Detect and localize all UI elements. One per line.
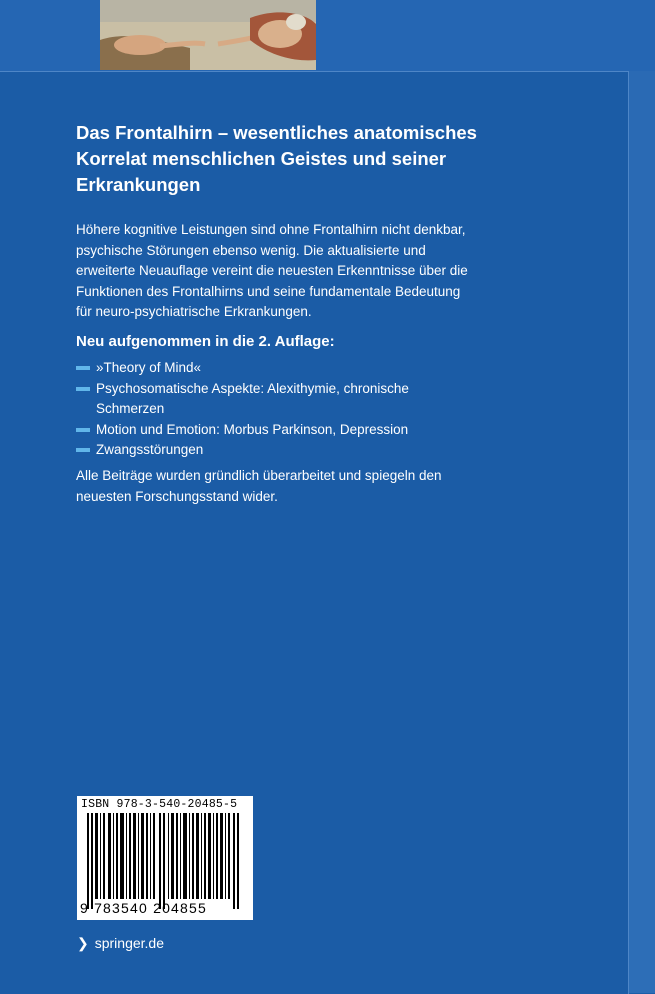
list-item-text: Psychosomatische Aspekte: Alexithymie, chronische Schmerzen (96, 380, 409, 416)
isbn-number: ISBN 978-3-540-20485-5 (81, 798, 238, 811)
new-edition-heading: Neu aufgenommen in die 2. Auflage: (76, 333, 335, 350)
isbn-barcode (77, 796, 253, 920)
list-item (76, 379, 476, 420)
top-band (0, 0, 655, 72)
publisher-link[interactable] (77, 934, 164, 952)
closing-paragraph: Alle Beiträge wurden gründlich überarbeitet und spiegeln den neuesten Forschungsstand wider. (76, 468, 442, 504)
list-item-text: Zwangsstörungen (96, 442, 204, 457)
dash-icon (76, 428, 90, 432)
spine-edge-lower (629, 440, 655, 993)
list-item (76, 420, 476, 441)
publisher-link-text: springer.de (94, 935, 165, 951)
chevron-right-icon: ❯ (77, 935, 89, 951)
book-heading: Das Frontalhirn – wesentliches anatomisches Korrelat menschlichen Geistes und seiner Erkrankungen (76, 122, 477, 195)
barcode-bars-icon (87, 813, 243, 909)
dash-icon (76, 366, 90, 370)
dash-icon (76, 387, 90, 391)
list-item (76, 440, 476, 461)
ean-number: 9 783540 204855 (80, 900, 207, 916)
blurb-paragraph: Höhere kognitive Leistungen sind ohne Frontalhirn nicht denkbar, psychische Störungen ebenso wenig. Die aktualisierte und erweiterte Neuauflage vereint die neuesten Erkenntnisse über die Funktionen des Frontalhirns und seine fundamentale Bedeutung für neuro-psychiatrische Erkrankungen. (76, 222, 468, 319)
new-topics-list (76, 358, 476, 461)
list-item-text: »Theory of Mind« (96, 360, 202, 375)
cover-artwork-image (100, 0, 316, 70)
list-item-text: Motion und Emotion: Morbus Parkinson, Depression (96, 421, 409, 437)
list-item (76, 358, 476, 379)
dash-icon (76, 448, 90, 452)
